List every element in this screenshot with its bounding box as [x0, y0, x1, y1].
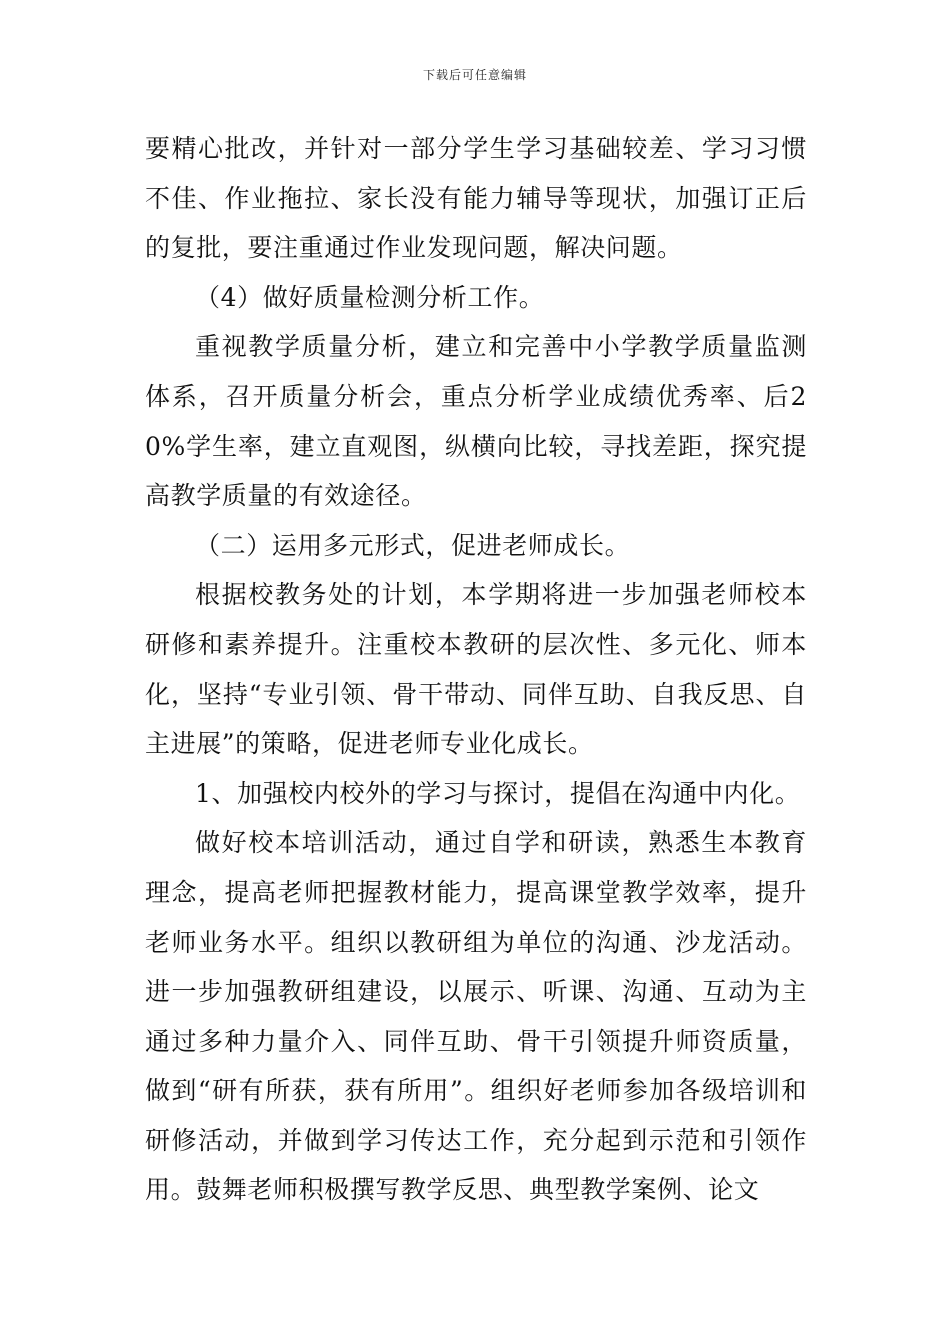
paragraph-quality-analysis: 重视教学质量分析，建立和完善中小学教学质量监测体系，召开质量分析会，重点分析学业成绩优秀率、后20%学生率，建立直观图，纵横向比较，寻找差距，探究提高教学质量的有效途径。: [145, 332, 807, 511]
document-body: [145, 124, 807, 1215]
heading-teacher-growth: （二）运用多元形式，促进老师成长。: [195, 530, 631, 560]
paragraph-homework-correction: 要精心批改，并针对一部分学生学习基础较差、学习习惯不佳、作业拖拉、家长没有能力辅导等现状，加强订正后的复批，要注重通过作业发现问题，解决问题。: [145, 134, 807, 263]
paragraph-teacher-growth: 根据校教务处的计划，本学期将进一步加强老师校本研修和素养提升。注重校本教研的层次性、多元化、师本化，坚持“专业引领、骨干带动、同伴互助、自我反思、自主进展”的策略，促进老师专业化成长。: [145, 580, 807, 759]
page-header: 下载后可任意编辑: [422, 68, 527, 82]
heading-quality-analysis: （4）做好质量检测分析工作。: [195, 282, 545, 312]
paragraph-school-training: 做好校本培训活动，通过自学和研读，熟悉生本教育理念，提高老师把握教材能力，提高课堂教学效率，提升老师业务水平。组织以教研组为单位的沟通、沙龙活动。进一步加强教研组建设，以展示、听课、沟通、互动为主通过多种力量介入、同伴互助、骨干引领提升师资质量，做到“研有所获，获有所用”。组织好老师参加各级培训和研修活动，并做到学习传达工作，充分起到示范和引领作用。鼓舞老师积极撰写教学反思、典型教学案例、论文: [145, 828, 807, 1205]
heading-learning-exchange: 1、加强校内校外的学习与探讨，提倡在沟通中内化。: [195, 778, 801, 808]
